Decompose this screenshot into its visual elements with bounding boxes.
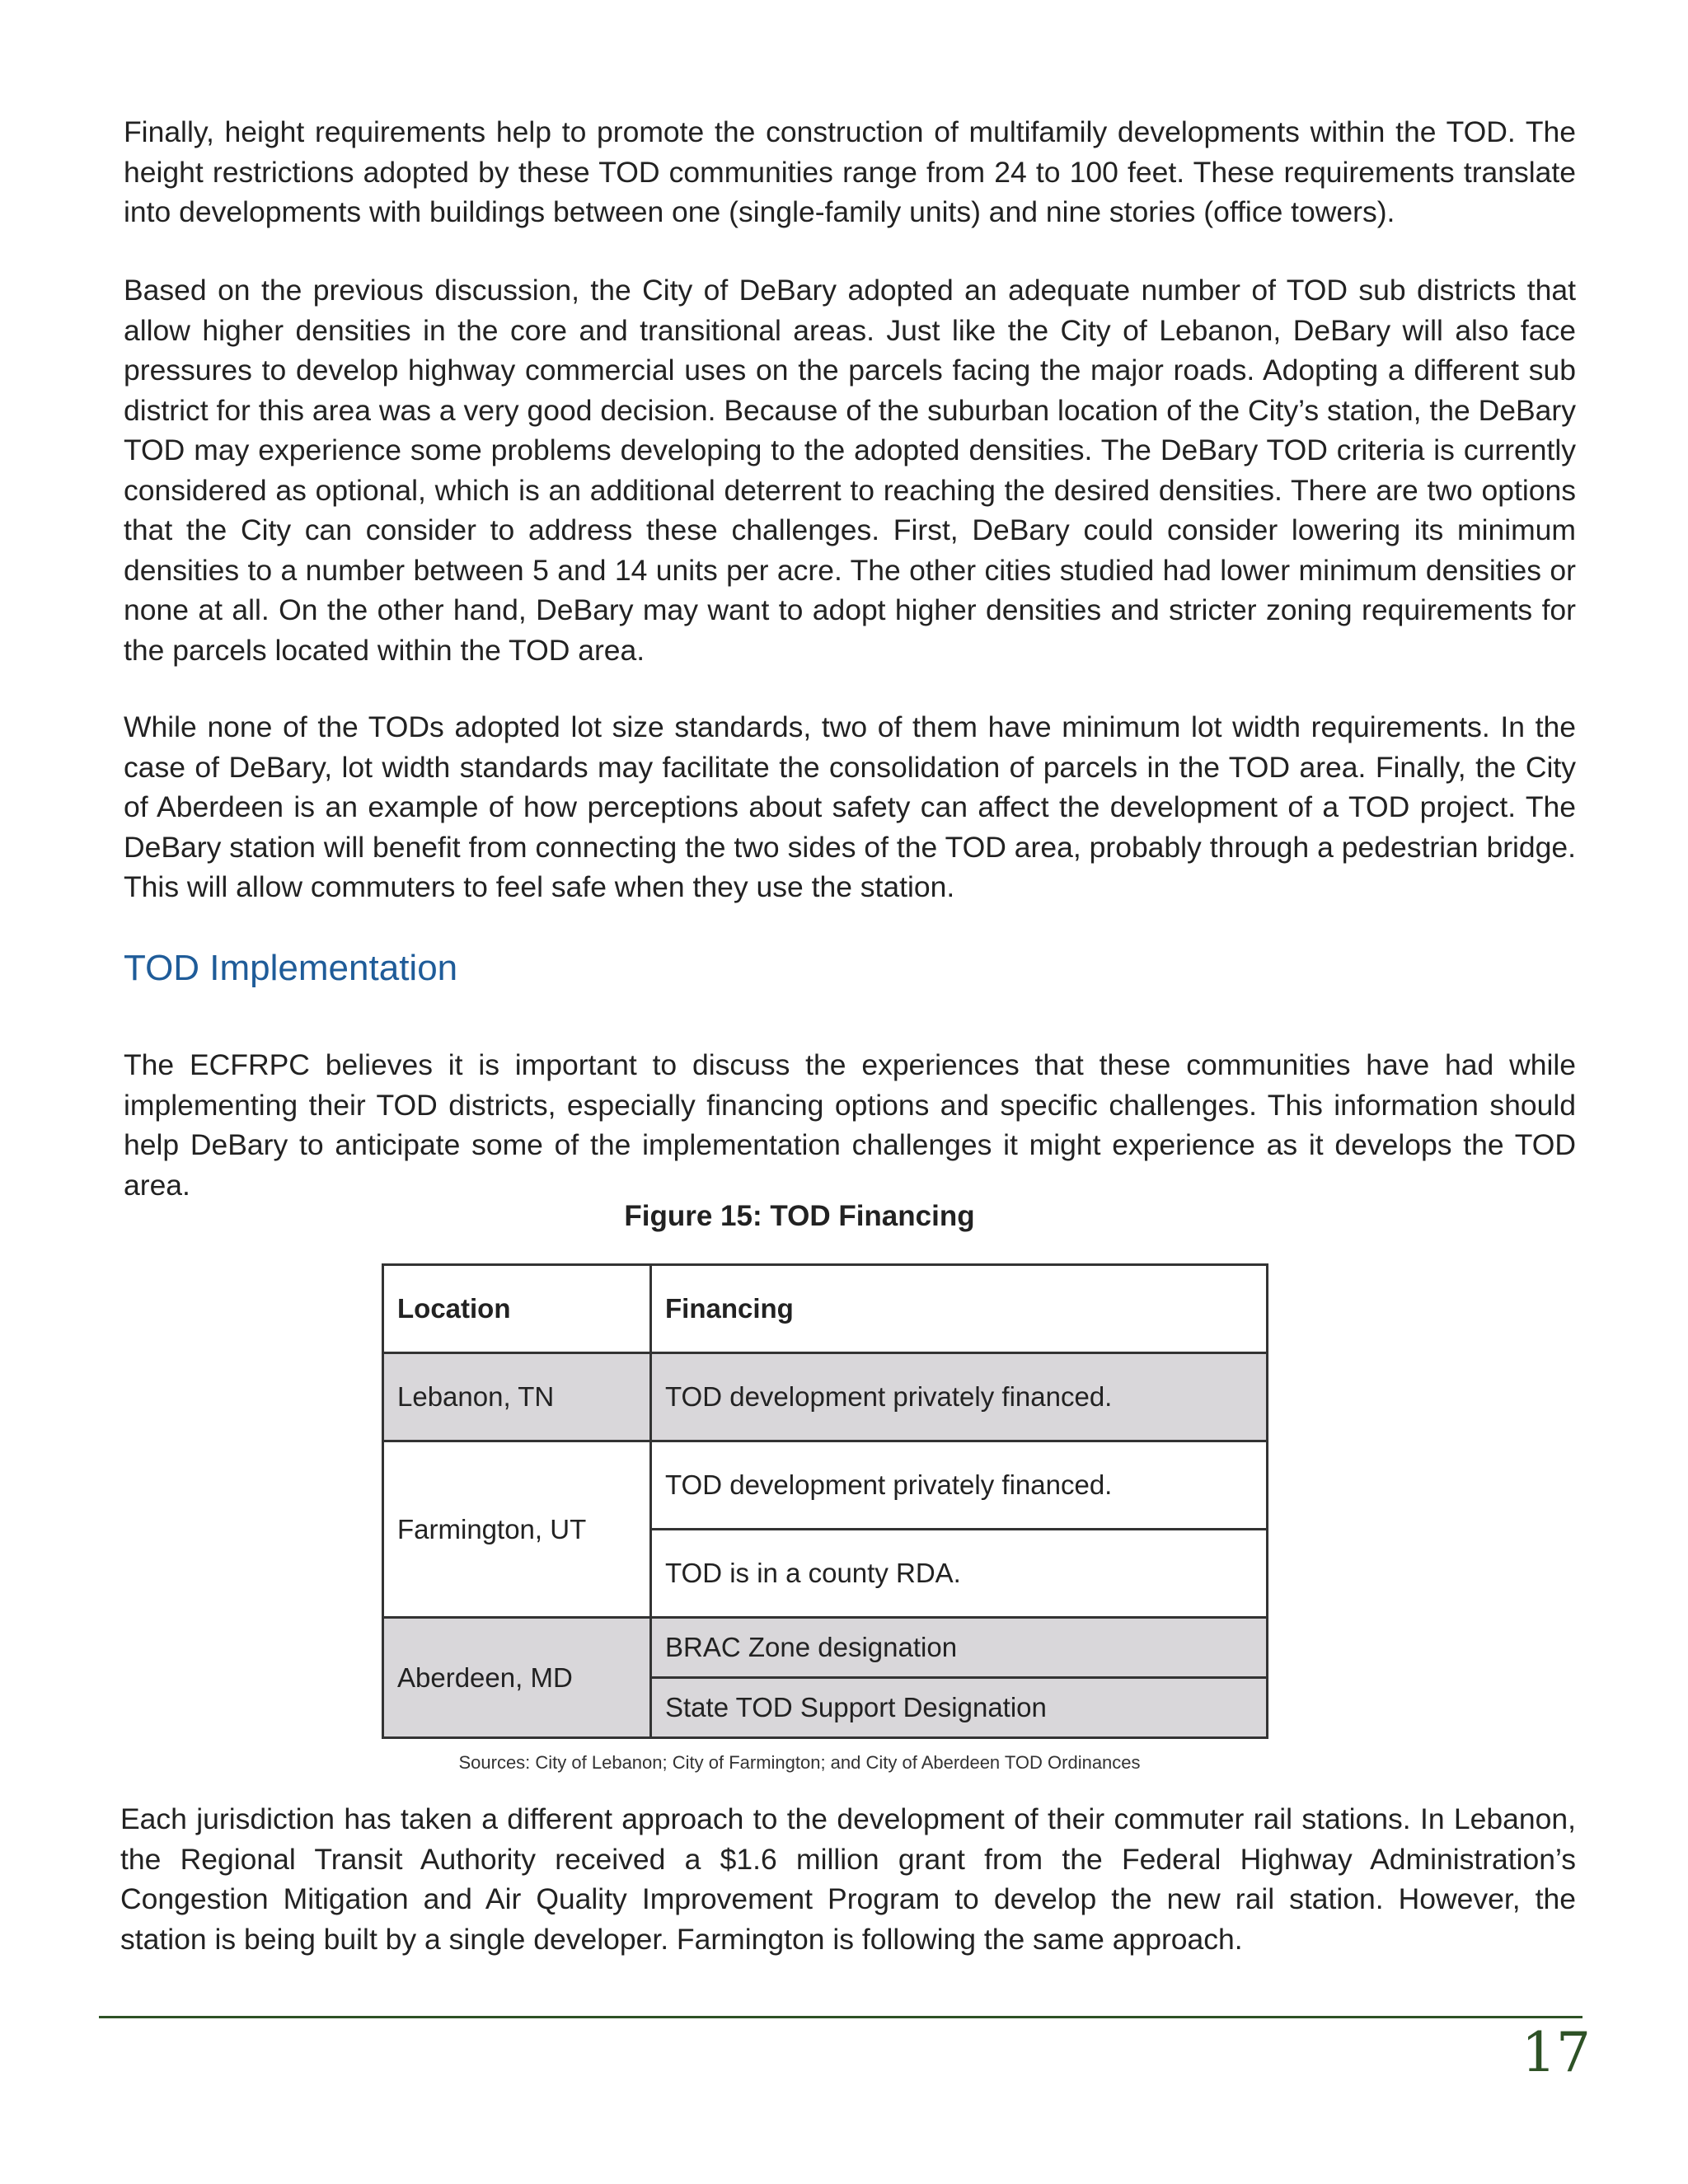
table-header-row: [383, 1265, 1268, 1353]
location-cell: Farmington, UT: [383, 1441, 651, 1618]
footer-rule: [99, 2016, 1582, 2018]
header-financing: Financing: [651, 1265, 1268, 1353]
financing-cell: TOD is in a county RDA.: [651, 1530, 1268, 1618]
location-cell: Lebanon, TN: [383, 1353, 651, 1441]
financing-cell: State TOD Support Designation: [651, 1678, 1268, 1738]
table-row: [383, 1618, 1268, 1678]
table-row: [383, 1353, 1268, 1441]
paragraph-jurisdictions: Each jurisdiction has taken a different approach to the development of their commuter rail stations. In Lebanon, the Regional Transit Authority received a $1.6 million grant from the Federal Highway Administration’s Congestion Mitigation and Air Quality Improvement Program to develop the new rail station. However, the station is being built by a single developer. Farmington is following the same approach.: [120, 1802, 1576, 1956]
section-heading: TOD Implementation: [124, 948, 458, 988]
paragraph-implementation-intro: The ECFRPC believes it is important to discuss the experiences that these communities have had while implementing their TOD districts, especially financing options and specific challenges. This information should help DeBary to anticipate some of the implementation challenges it might experience as it develops the TOD area.: [124, 1048, 1576, 1202]
table-row: [383, 1441, 1268, 1530]
figure-source-note: Sources: City of Lebanon; City of Farmington; and City of Aberdeen TOD Ordinances: [458, 1752, 1141, 1773]
figure-title: Figure 15: TOD Financing: [624, 1200, 975, 1232]
financing-cell: TOD development privately financed.: [651, 1353, 1268, 1441]
location-cell: Aberdeen, MD: [383, 1618, 651, 1738]
paragraph-lot-width: While none of the TODs adopted lot size standards, two of them have minimum lot width requirements. In the case of DeBary, lot width standards may facilitate the consolidation of parcels in the TOD area. Finally, the City of Aberdeen is an example of how perceptions about safety can affect the development of a TOD project. The DeBary station will benefit from connecting the two sides of the TOD area, probably through a pedestrian bridge. This will allow commuters to feel safe when they use the station.: [124, 710, 1576, 903]
financing-table: [382, 1263, 1268, 1739]
financing-cell: BRAC Zone designation: [651, 1618, 1268, 1678]
paragraph-debary-discussion: Based on the previous discussion, the City of DeBary adopted an adequate number of TOD sub districts that allow higher densities in the core and transitional areas. Just like the City of Lebanon, DeBary will also face pressures to develop highway commercial uses on the parcels facing the major roads. Adopting a different sub district for this area was a very good decision. Because of the suburban location of the City’s station, the DeBary TOD may experience some problems developing to the adopted densities. The DeBary TOD criteria is currently considered as optional, which is an additional deterrent to reaching the desired densities. There are two options that the City can consider to address these challenges. First, DeBary could consider lowering its minimum densities to a number between 5 and 14 units per acre. The other cities studied had lower minimum densities or none at all. On the other hand, DeBary may want to adopt higher densities and stricter zoning requirements for the parcels located within the TOD area.: [124, 274, 1576, 667]
paragraph-height-requirements: Finally, height requirements help to promote the construction of multifamily developments within the TOD. The height restrictions adopted by these TOD communities range from 24 to 100 feet. These requirements translate into developments with buildings between one (single-family units) and nine stories (office towers).: [124, 115, 1576, 228]
financing-cell: TOD development privately financed.: [651, 1441, 1268, 1530]
header-location: Location: [383, 1265, 651, 1353]
page-number: 17: [1522, 2021, 1591, 2084]
